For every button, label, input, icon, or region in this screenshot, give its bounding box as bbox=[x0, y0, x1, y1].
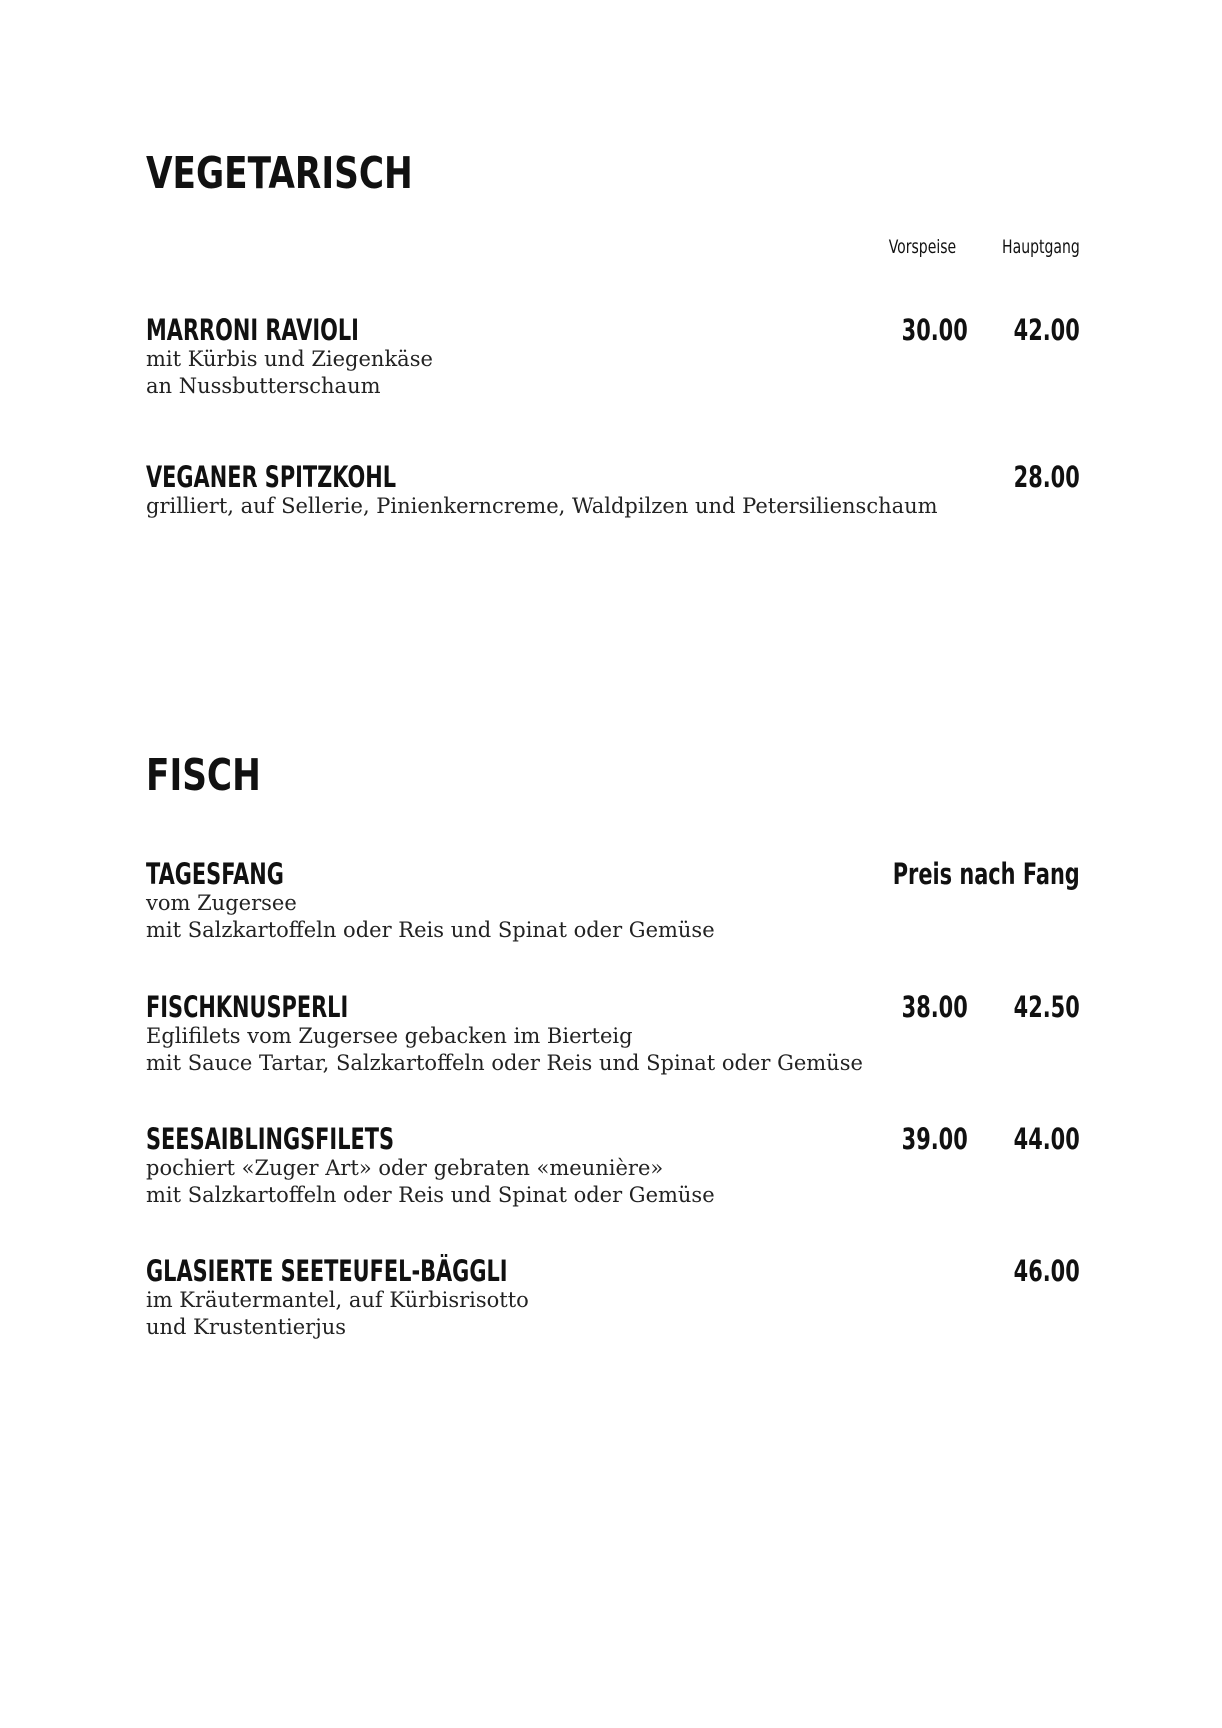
dish-description-line: und Krustentierjus bbox=[146, 1315, 347, 1339]
dish-description-line: Eglifilets vom Zugersee gebacken im Bierteig bbox=[146, 1024, 633, 1048]
price-starter: 30.00 bbox=[901, 313, 968, 347]
dish-description bbox=[146, 346, 1080, 400]
dish-description-line: mit Salzkartoffeln oder Reis und Spinat oder Gemüse bbox=[146, 918, 715, 942]
dish-item-seesaiblingsfilets bbox=[146, 1121, 1080, 1209]
dish-item-marroni-ravioli bbox=[146, 312, 1080, 400]
dish-description bbox=[146, 1287, 1080, 1341]
dish-description-line: vom Zugersee bbox=[146, 891, 297, 915]
dish-description-line: pochiert «Zuger Art» oder gebraten «meunière» bbox=[146, 1156, 664, 1180]
dish-description bbox=[146, 493, 1080, 520]
dish-item-glasierte-seeteufel-baeggli bbox=[146, 1253, 1080, 1341]
price-starter: 38.00 bbox=[901, 990, 968, 1024]
dish-description-line: mit Sauce Tartar, Salzkartoffeln oder Reis und Spinat oder Gemüse bbox=[146, 1051, 863, 1075]
dish-name: GLASIERTE SEETEUFEL-BÄGGLI bbox=[146, 1254, 508, 1288]
price-main: 42.50 bbox=[1013, 990, 1080, 1024]
dish-name: FISCHKNUSPERLI bbox=[146, 990, 349, 1024]
dish-description bbox=[146, 1023, 1080, 1077]
dish-name: SEESAIBLINGSFILETS bbox=[146, 1122, 395, 1156]
price-starter: 39.00 bbox=[901, 1122, 968, 1156]
price-main: 46.00 bbox=[1013, 1254, 1080, 1288]
section-title-vegetarisch: VEGETARISCH bbox=[146, 148, 413, 199]
price-main: 28.00 bbox=[1013, 460, 1080, 494]
dish-item-veganer-spitzkohl bbox=[146, 459, 1080, 520]
column-header-starter: Vorspeise bbox=[888, 236, 956, 258]
price-main: 42.00 bbox=[1013, 313, 1080, 347]
dish-description bbox=[146, 1155, 1080, 1209]
dish-name: MARRONI RAVIOLI bbox=[146, 313, 359, 347]
dish-item-tagesfang bbox=[146, 856, 1080, 944]
dish-description-line: an Nussbutterschaum bbox=[146, 374, 381, 398]
dish-description-line: grilliert, auf Sellerie, Pinienkerncreme, Waldpilzen und Petersilienschaum bbox=[146, 494, 938, 518]
dish-name: TAGESFANG bbox=[146, 857, 284, 891]
section-title-fisch: FISCH bbox=[146, 750, 261, 801]
price-note: Preis nach Fang bbox=[892, 857, 1080, 891]
dish-item-fischknusperli bbox=[146, 989, 1080, 1077]
dish-name: VEGANER SPITZKOHL bbox=[146, 460, 397, 494]
dish-description-line: mit Kürbis und Ziegenkäse bbox=[146, 347, 433, 371]
price-main: 44.00 bbox=[1013, 1122, 1080, 1156]
column-headers bbox=[780, 236, 1080, 264]
dish-description bbox=[146, 890, 1080, 944]
dish-description-line: mit Salzkartoffeln oder Reis und Spinat oder Gemüse bbox=[146, 1183, 715, 1207]
column-header-main: Hauptgang bbox=[1002, 236, 1080, 258]
dish-description-line: im Kräutermantel, auf Kürbisrisotto bbox=[146, 1288, 529, 1312]
